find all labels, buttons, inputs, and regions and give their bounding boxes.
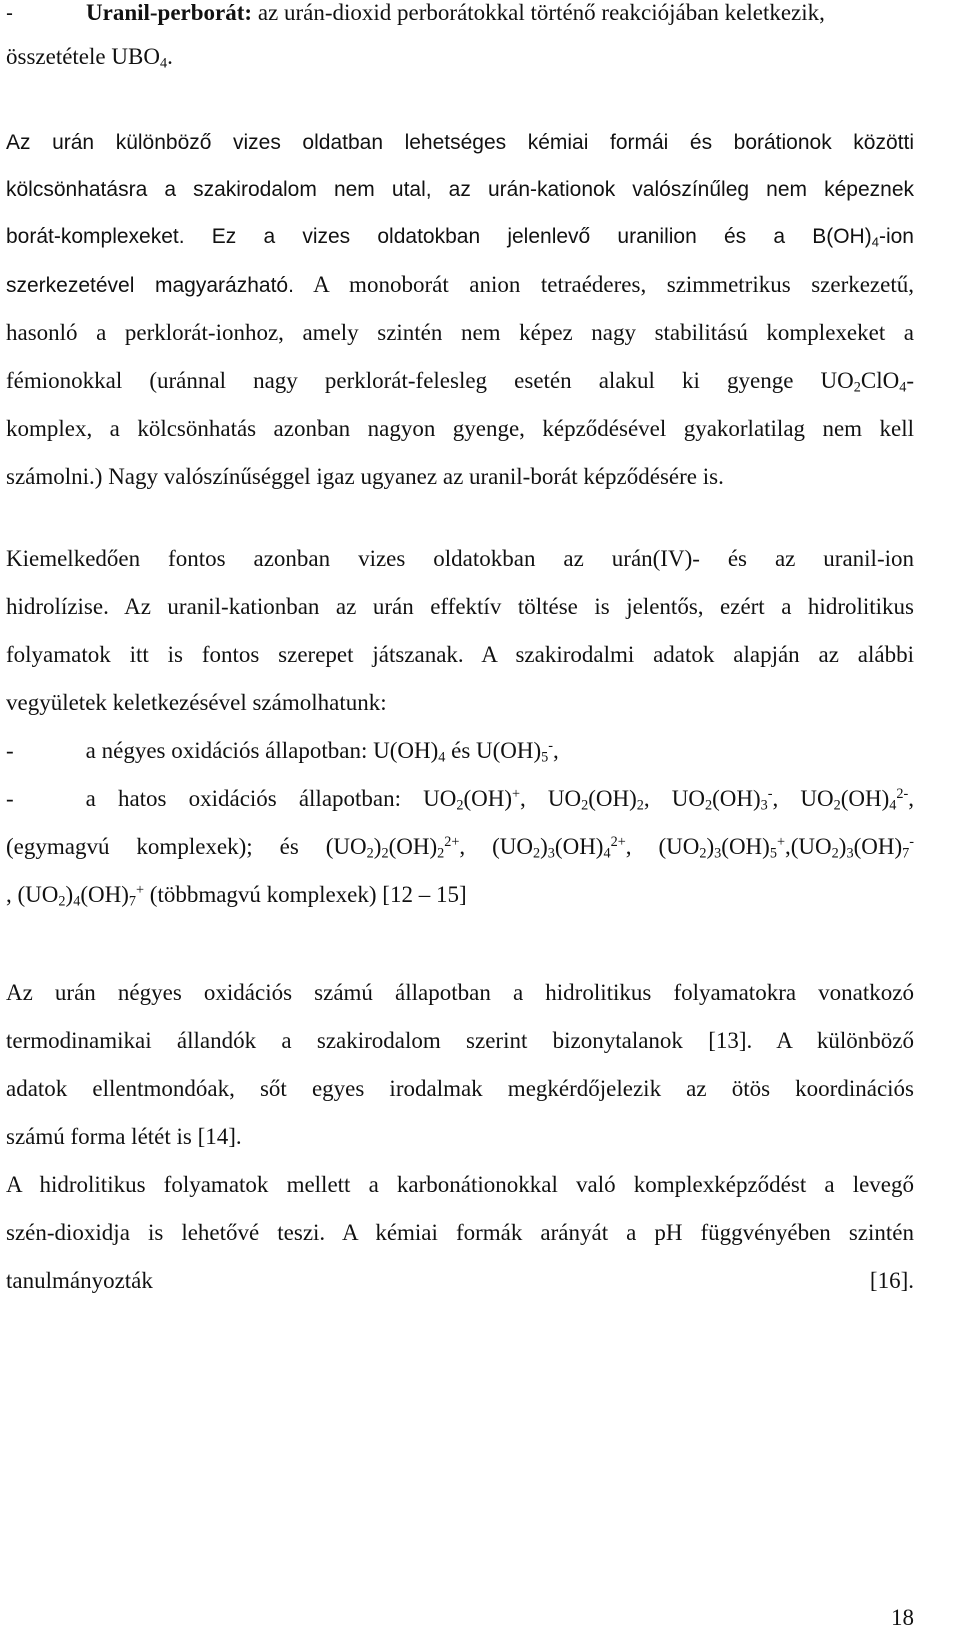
paragraph-2-line-3: folyamatok itt is fontos szerepet játszanak. A szakirodalmi adatok alapján az alábbi: [6, 642, 914, 667]
paragraph-4-line-1: A hidrolitikus folyamatok mellett a karbonátionokkal való komplexképződést a levegő: [6, 1172, 914, 1197]
bullet-uranil-perborat-line2: összetétele $UBO_4$.: [6, 44, 173, 72]
paragraph-1-line-4: szerkezetével magyarázható. A monoborát anion tetraéderes, szimmetrikus szerkezetű,: [6, 272, 914, 297]
paragraph-1-line-2: kölcsönhatásra a szakirodalom nem utal, az urán-kationok valószínűleg nem képeznek: [6, 178, 914, 201]
paragraph-3-line-2: termodinamikai állandók a szakirodalom szerint bizonytalanok [13]. A különböző: [6, 1028, 914, 1053]
page-number: 18: [891, 1605, 914, 1630]
paragraph-2-line-2: hidrolízise. Az uranil-kationban az urán effektív töltése is jelentős, ezért a hidrolitikus: [6, 594, 914, 619]
paragraph-3-line-1: Az urán négyes oxidációs számú állapotban a hidrolitikus folyamatokra vonatkozó: [6, 980, 914, 1005]
paragraph-3-line-3: adatok ellentmondóak, sőt egyes irodalmak megkérdőjelezik az ötös koordinációs: [6, 1076, 914, 1101]
bullet-hexavalent-species: - a hatos oxidációs állapotban: $UO_2(OH)^+$, $UO_2(OH)_2$, $UO_2(OH)_3^-$, $UO_2(OH)_4^{2-}$,: [6, 786, 914, 814]
paragraph-4-line-3: tanulmányozták [16].: [6, 1268, 914, 1293]
paragraph-4-line-2: szén-dioxidja is lehetővé teszi. A kémiai formák arányát a pH függvényében szintén: [6, 1220, 914, 1245]
term-uranil-perborat: Uranil-perborát:: [86, 0, 253, 25]
paragraph-2-line-4: vegyületek keletkezésével számolhatunk:: [6, 690, 387, 715]
term-definition: az urán-dioxid perborátokkal történő reakciójában keletkezik,: [252, 0, 825, 25]
citation-16: [16].: [869, 1268, 914, 1293]
bullet-tetravalent-species: - a négyes oxidációs állapotban: $U(OH)_4$ és $U(OH)_5^-$,: [6, 738, 559, 766]
paragraph-2-line-1: Kiemelkedően fontos azonban vizes oldatokban az urán(IV)- és az uranil-ion: [6, 546, 914, 571]
paragraph-1-line-6: fémionokkal (uránnal nagy perklorát-felesleg esetén alakul ki gyenge $UO_2ClO_4-$: [6, 368, 914, 396]
bullet-dash: -: [6, 738, 14, 763]
paragraph-1-line-3: borát-komplexeket. Ez a vizes oldatokban jelenlevő uranilion és a $B(OH)_4$-ion: [6, 225, 914, 250]
polynuclear-species-line-2: , $(UO_2)_4(OH)_7^+$ (többmagvú komplexek) [12 – 15]: [6, 882, 467, 910]
bullet-dash: -: [6, 786, 14, 811]
paragraph-1-line-1: Az urán különböző vizes oldatban lehetséges kémiai formái és borátionok közötti: [6, 131, 914, 154]
polynuclear-species-line-1: (egymagvú komplexek); és $(UO_2)_2(OH)_2^{2+}$, $(UO_2)_3(OH)_4^{2+}$, $(UO_2)_3(OH)_5^+,(UO_2)_3(OH)_7^-$: [6, 834, 914, 862]
bullet-uranil-perborat-line1: [6, 0, 914, 26]
bullet-dash: -: [6, 2, 13, 25]
paragraph-1-line-8: számolni.) Nagy valószínűséggel igaz ugyanez az uranil-borát képződésére is.: [6, 464, 724, 489]
paragraph-1-line-5: hasonló a perklorát-ionhoz, amely szintén nem képez nagy stabilitású komplexeket a: [6, 320, 914, 345]
paragraph-1-line-7: komplex, a kölcsönhatás azonban nagyon gyenge, képződésével gyakorlatilag nem kell: [6, 416, 914, 441]
paragraph-3-line-4: számú forma létét is [14].: [6, 1124, 242, 1149]
